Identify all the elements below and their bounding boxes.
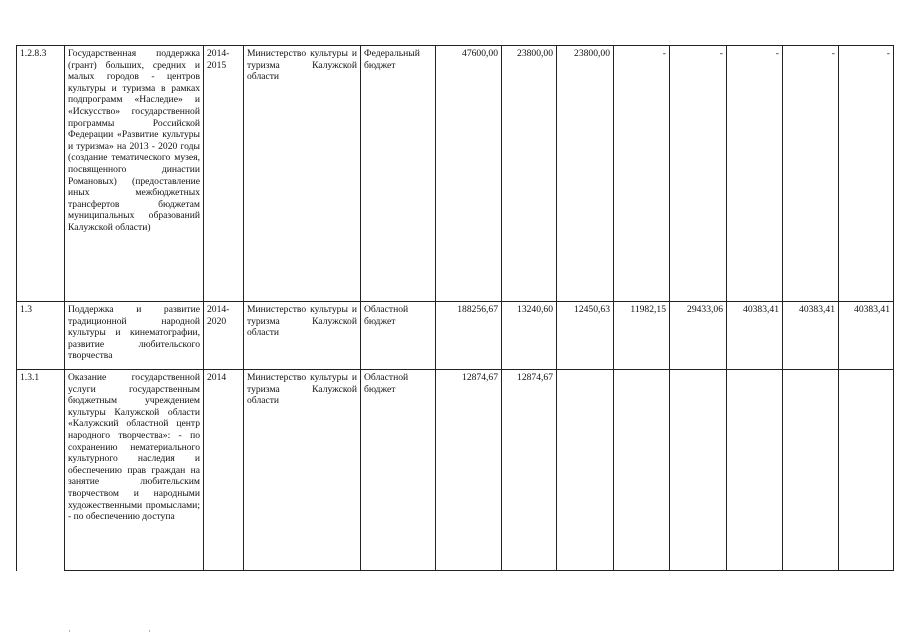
row-name: Государственная поддержка (грант) больших, средних и малых городов - центров культуры и туризма в рамках подпрограмм «Наследие» и «Искусство» государственной программы Российской Федерации «Развитие культуры и туризма» на 2013 - 2020 годы (создание тематического музея, посвященного династии Романовых) (предоставление иных межбюджетных трансфертов бюджетам муниципальных образований Калужской области) — [65, 46, 204, 302]
value-year-7 — [839, 370, 894, 571]
row-executor: Министерство культуры и туризма Калужской области — [244, 46, 361, 302]
value-year-3: 11982,15 — [614, 302, 670, 370]
value-year-6 — [783, 370, 839, 571]
value-year-4 — [670, 370, 727, 571]
value-year-4: - — [670, 46, 727, 302]
value-total: 47600,00 — [436, 46, 502, 302]
value-year-2: 12450,63 — [557, 302, 614, 370]
value-year-6: - — [783, 46, 839, 302]
value-year-1: 12874,67 — [502, 370, 557, 571]
value-year-4: 29433,06 — [670, 302, 727, 370]
row-source: Областной бюджет — [361, 370, 436, 571]
value-year-6: 40383,41 — [783, 302, 839, 370]
row-period: 2014 — [204, 370, 244, 571]
row-name: Оказание государственной услуги государственным бюджетным учреждением культуры Калужской области «Калужский областной центр народного творчества»: - по сохранению нематериального культурного наследия и обеспечению прав граждан на занятие любительским творчеством и народными художественными промыслами; - по обеспечению доступа — [65, 370, 204, 571]
row-name: Поддержка и развитие традиционной народной культуры и кинематографии, развитие любительского творчества — [65, 302, 204, 370]
value-total: 188256,67 — [436, 302, 502, 370]
value-year-2: 23800,00 — [557, 46, 614, 302]
scan-speck: · — [68, 626, 71, 636]
row-period: 2014-2020 — [204, 302, 244, 370]
row-executor: Министерство культуры и туризма Калужской области — [244, 370, 361, 571]
row-period: 2014-2015 — [204, 46, 244, 302]
table-row — [17, 46, 894, 302]
scan-speck: · — [148, 626, 151, 636]
value-year-7: 40383,41 — [839, 302, 894, 370]
row-code: 1.2.8.3 — [17, 46, 65, 302]
value-year-7: - — [839, 46, 894, 302]
row-code: 1.3 — [17, 302, 65, 370]
row-source: Федеральный бюджет — [361, 46, 436, 302]
value-year-3: - — [614, 46, 670, 302]
value-year-3 — [614, 370, 670, 571]
value-year-5: - — [727, 46, 783, 302]
value-year-1: 13240,60 — [502, 302, 557, 370]
row-code: 1.3.1 — [17, 370, 65, 571]
row-source: Областной бюджет — [361, 302, 436, 370]
row-executor: Министерство культуры и туризма Калужской области — [244, 302, 361, 370]
value-year-5: 40383,41 — [727, 302, 783, 370]
program-table — [16, 45, 894, 571]
value-year-1: 23800,00 — [502, 46, 557, 302]
value-total: 12874,67 — [436, 370, 502, 571]
value-year-5 — [727, 370, 783, 571]
table-row — [17, 302, 894, 370]
table-row — [17, 370, 894, 571]
value-year-2 — [557, 370, 614, 571]
